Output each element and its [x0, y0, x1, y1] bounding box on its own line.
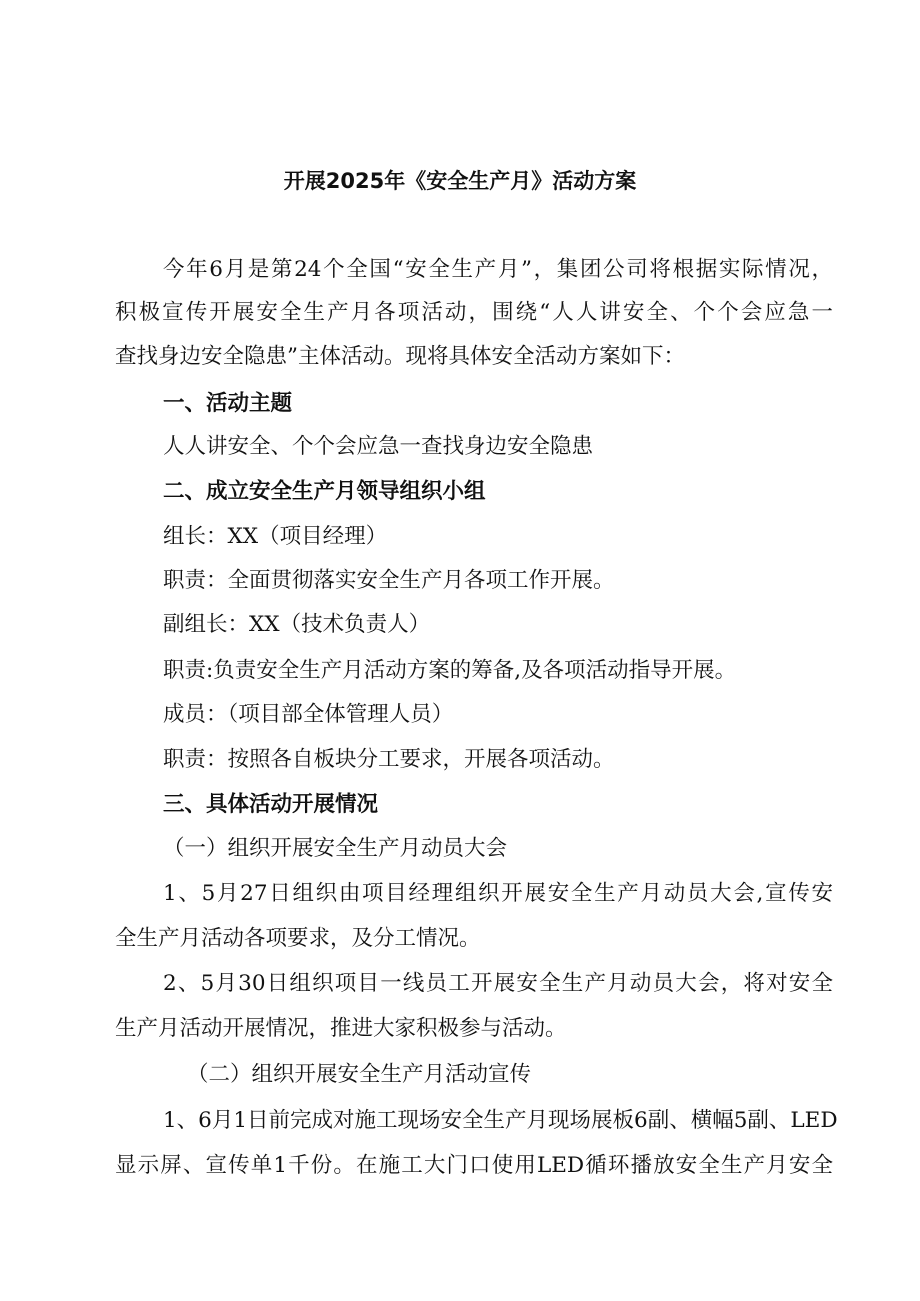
paragraph-line: 职责：按照各自板块分工要求，开展各项活动。 — [163, 747, 615, 772]
paragraph-line: 2、5月30日组织项目一线员工开展安全生产月动员大会，将对安全 — [163, 971, 833, 996]
paragraph-line: 成员：（项目部全体管理人员） — [163, 702, 454, 727]
paragraph-line: 职责:负责安全生产月活动方案的筹备,及各项活动指导开展。 — [163, 658, 737, 683]
paragraph-line: 1、5月27日组织由项目经理组织开展安全生产月动员大会,宣传安 — [163, 881, 833, 906]
paragraph-line: 人人讲安全、个个会应急一查找身边安全隐患 — [163, 434, 594, 459]
paragraph-line: 组长：XX（项目经理） — [163, 524, 388, 549]
paragraph-line: 副组长：XX（技术负责人） — [163, 612, 431, 637]
section-heading: 三、具体活动开展情况 — [163, 792, 379, 817]
document-title: 开展2025年《安全生产月》活动方案 — [283, 169, 637, 193]
paragraph-line: 职责：全面贯彻落实安全生产月各项工作开展。 — [163, 568, 615, 593]
paragraph-line: 查找身边安全隐患”主体活动。现将具体安全活动方案如下： — [115, 344, 685, 369]
paragraph-line: 显示屏、宣传单1千份。在施工大门口使用LED循环播放安全生产月安全 — [115, 1153, 833, 1178]
section-heading: 二、成立安全生产月领导组织小组 — [163, 479, 486, 504]
paragraph-line: 积极宣传开展安全生产月各项活动，围绕“人人讲安全、个个会应急一 — [115, 300, 833, 325]
section-heading: 一、活动主题 — [163, 391, 293, 416]
paragraph-line: 全生产月活动各项要求，及分工情况。 — [115, 926, 481, 951]
paragraph-line: 1、6月1日前完成对施工现场安全生产月现场展板6副、横幅5副、LED — [163, 1108, 838, 1133]
subsection-heading: （一）组织开展安全生产月动员大会 — [163, 836, 508, 861]
subsection-heading: （二）组织开展安全生产月活动宣传 — [187, 1062, 532, 1087]
paragraph-line: 今年6月是第24个全国“安全生产月”，集团公司将根据实际情况， — [163, 257, 833, 282]
paragraph-line: 生产月活动开展情况，推进大家积极参与活动。 — [115, 1016, 567, 1041]
